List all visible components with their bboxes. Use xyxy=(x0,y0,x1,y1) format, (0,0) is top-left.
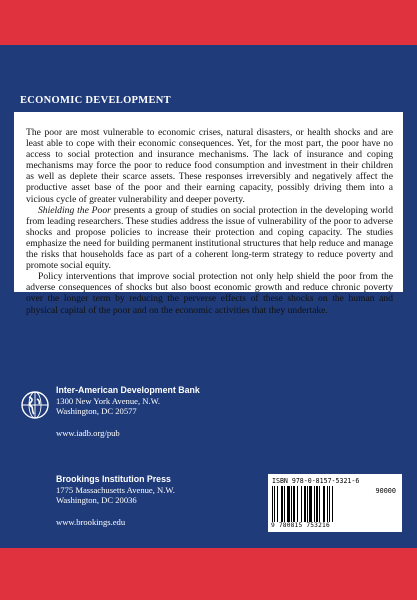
barcode-bar xyxy=(297,486,298,522)
description-paragraph-3: Policy interventions that improve social protection not only help shield the poor from the adverse consequences of shocks but also boost economic growth and reduce chronic poverty over the longer term by reducing the perverse effects of these shocks on the human and physical capital of the poor and on the economic activities that they undertake. xyxy=(26,271,393,316)
publisher-url[interactable]: www.brookings.edu xyxy=(56,516,126,527)
publisher-address-line: 1775 Massachusetts Avenue, N.W. xyxy=(56,484,175,495)
barcode-bar xyxy=(301,486,302,522)
publisher-iadb xyxy=(56,385,200,438)
publisher-url[interactable]: www.iadb.org/pub xyxy=(56,427,120,438)
bottom-red-band xyxy=(0,548,417,600)
description-text xyxy=(26,127,393,316)
description-paragraph-2 xyxy=(26,205,393,272)
price-code: 90000 xyxy=(375,487,396,495)
barcode-bar xyxy=(307,486,308,522)
barcode-bars xyxy=(272,486,364,522)
barcode-bar xyxy=(274,486,275,522)
barcode-bar xyxy=(327,486,328,522)
publisher-city-line: Washington, DC 20577 xyxy=(56,406,137,416)
barcode-bar xyxy=(284,486,285,522)
barcode-bar xyxy=(293,486,295,522)
isbn-label: ISBN 978-0-8157-5321-6 xyxy=(272,477,360,485)
isbn-barcode xyxy=(268,474,402,532)
publisher-brookings xyxy=(56,474,175,527)
barcode-bar xyxy=(277,486,278,522)
description-paragraph-2-text: presents a group of studies on social protection in the developing world from leading researchers. These studies address the issue of vulnerability of the poor to adverse shocks and propose policies to increase their protection and coping capacity. The studies emphasize the need for building permanent institutional structures that help reduce and manage the risks that households face as part of a coherent long-term strategy to reduce poverty and promote social equity. xyxy=(26,204,393,272)
section-title: ECONOMIC DEVELOPMENT xyxy=(20,95,171,106)
barcode-bar xyxy=(329,486,330,522)
barcode-bar xyxy=(291,486,292,522)
barcode-bar xyxy=(323,486,325,522)
publisher-city-line: Washington, DC 20036 xyxy=(56,495,137,505)
barcode-bar xyxy=(314,486,315,522)
top-red-band xyxy=(0,0,417,45)
barcode-bar xyxy=(304,486,306,522)
barcode-bar xyxy=(319,486,320,522)
publisher-address-line: 1300 New York Avenue, N.W. xyxy=(56,395,161,406)
publisher-name: Brookings Institution Press xyxy=(56,474,171,484)
barcode-bar xyxy=(332,486,333,522)
description-paragraph-1: The poor are most vulnerable to economic crises, natural disasters, or health shocks and are least able to cope with their economic consequences. Yet, for the most part, the poor have no access to social protection and insurance mechanisms. The lack of insurance and coping mechanisms may force the poor to reduce food consumption and investment in their children as well as deplete their scarce assets. These responses irreversibly and negatively affect the productive asset base of the poor and their earning capacity, possibly driving them into a vicious cycle of greater vulnerability and deeper poverty. xyxy=(26,127,393,205)
barcode-bar xyxy=(281,486,283,522)
barcode-bar xyxy=(316,486,318,522)
barcode-bar xyxy=(287,486,290,522)
globe-icon xyxy=(20,390,50,420)
barcode-bar xyxy=(309,486,312,522)
isbn-digits: 9 780815 753216 xyxy=(271,522,330,529)
barcode-bar xyxy=(272,486,273,522)
book-title: Shielding the Poor xyxy=(38,204,111,216)
publisher-name: Inter-American Development Bank xyxy=(56,385,200,395)
